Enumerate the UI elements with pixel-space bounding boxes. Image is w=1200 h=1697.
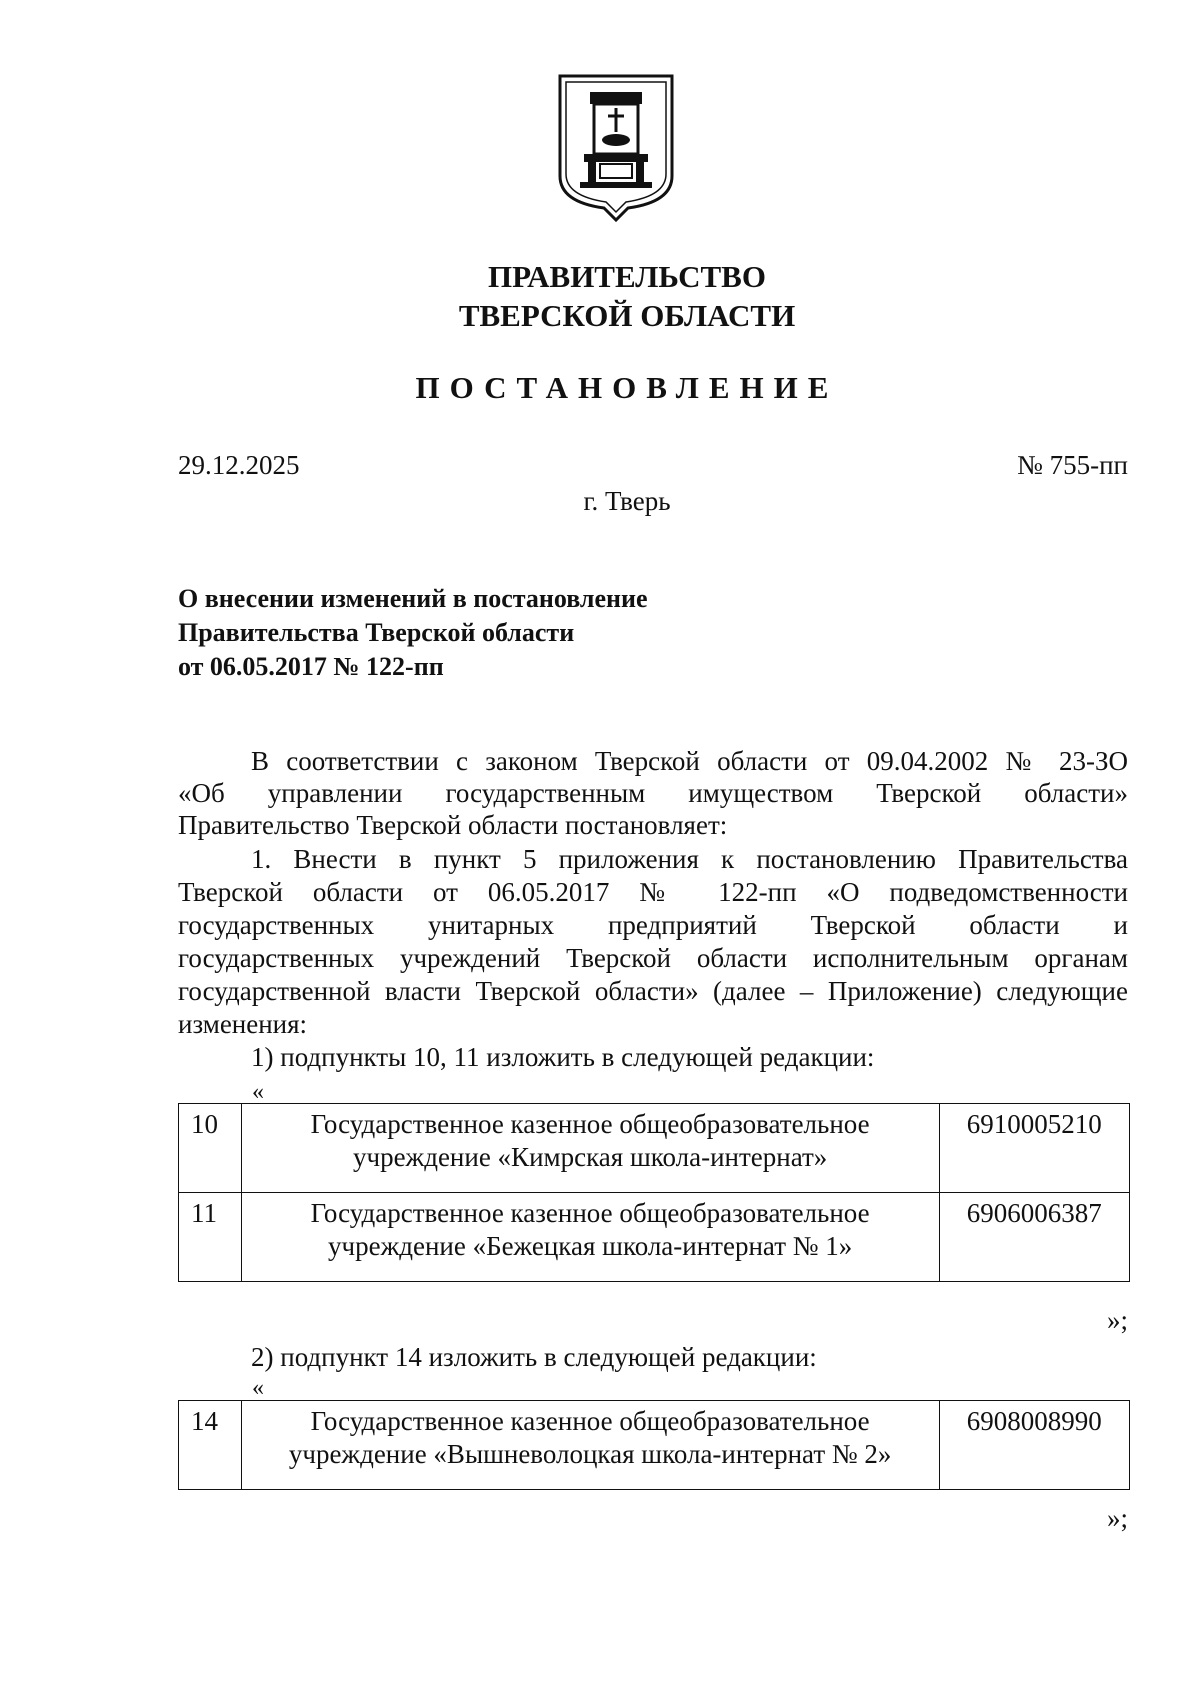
subpoint-2: 2) подпункт 14 изложить в следующей редакции:	[251, 1342, 817, 1372]
institution-name	[241, 1193, 939, 1282]
institution-inn: 6906006387	[939, 1193, 1130, 1282]
row-number: 10	[179, 1104, 242, 1193]
document-subject	[178, 582, 648, 684]
subject-line: Правительства Тверской области	[178, 618, 575, 647]
table-row	[179, 1104, 1130, 1193]
name-line: учреждение «Вышневолоцкая школа-интернат № 2»	[288, 1439, 892, 1469]
coat-of-arms-emblem	[556, 72, 676, 222]
body-line: государственных учреждений Тверской области исполнительным органам	[178, 943, 1128, 973]
subject-line: О внесении изменений в постановление	[178, 584, 648, 613]
close-quote: »;	[1106, 1503, 1128, 1533]
body-line: В соответствии с законом Тверской области от 09.04.2002 № 23-ЗО	[251, 746, 1128, 776]
institutions-table-1	[178, 1103, 1130, 1282]
open-quote: «	[252, 1375, 264, 1401]
institution-name	[241, 1104, 939, 1193]
document-type: ПОСТАНОВЛЕНИЕ	[415, 370, 839, 405]
body-line: Правительство Тверской области постановляет:	[178, 810, 728, 840]
table-row	[179, 1193, 1130, 1282]
document-date: 29.12.2025	[178, 450, 300, 480]
body-line: государственных унитарных предприятий Тверской области и	[178, 910, 1128, 940]
document-number: № 755-пп	[1017, 450, 1128, 480]
table-row	[179, 1401, 1130, 1490]
subpoint-1: 1) подпункты 10, 11 изложить в следующей редакции:	[251, 1042, 875, 1072]
institution-inn: 6910005210	[939, 1104, 1130, 1193]
row-number: 14	[179, 1401, 242, 1490]
body-line: 1. Внести в пункт 5 приложения к постановлению Правительства	[251, 844, 1128, 874]
name-line: учреждение «Кимрская школа-интернат»	[352, 1142, 828, 1172]
body-line: изменения:	[178, 1009, 308, 1039]
document-city: г. Тверь	[583, 486, 671, 516]
name-line: учреждение «Бежецкая школа-интернат № 1»	[328, 1231, 853, 1261]
open-quote: «	[252, 1079, 264, 1105]
name-line: Государственное казенное общеобразовательное	[310, 1198, 870, 1228]
body-line: государственной власти Тверской области» (далее – Приложение) следующие	[178, 976, 1128, 1006]
subject-line: от 06.05.2017 № 122-пп	[178, 652, 444, 681]
org-name-line1: ПРАВИТЕЛЬСТВО	[488, 259, 766, 294]
institution-name	[241, 1401, 939, 1490]
body-line: «Об управлении государственным имуществом Тверской области»	[178, 778, 1128, 808]
name-line: Государственное казенное общеобразовательное	[310, 1109, 870, 1139]
close-quote: »;	[1106, 1305, 1128, 1335]
row-number: 11	[179, 1193, 242, 1282]
institution-inn: 6908008990	[939, 1401, 1130, 1490]
name-line: Государственное казенное общеобразовательное	[310, 1406, 870, 1436]
org-name-line2: ТВЕРСКОЙ ОБЛАСТИ	[458, 298, 796, 333]
body-line: Тверской области от 06.05.2017 № 122-пп «О подведомственности	[178, 877, 1128, 907]
institutions-table-2	[178, 1400, 1130, 1490]
